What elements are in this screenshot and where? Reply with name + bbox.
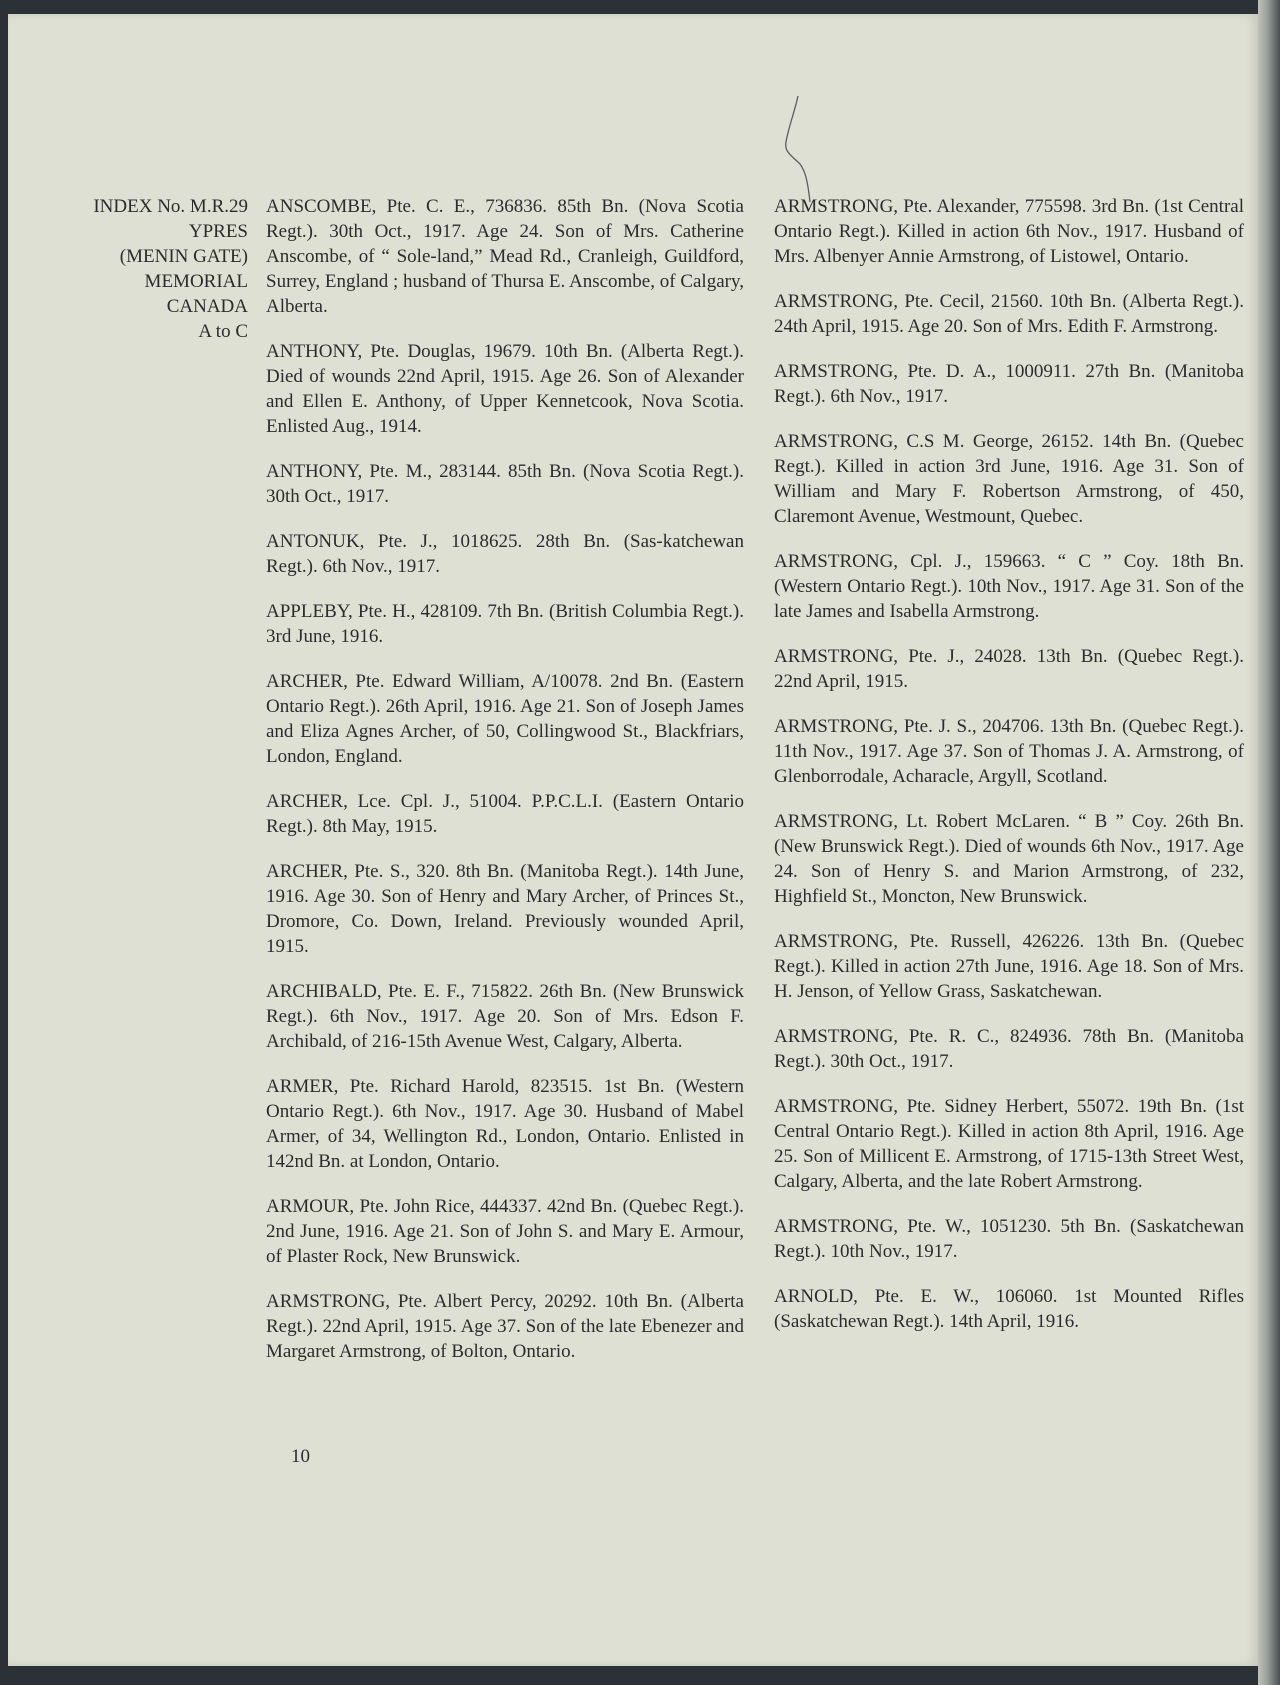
right-column	[774, 194, 1244, 1354]
entry-armstrong-robert: ARMSTRONG, Lt. Robert McLaren. “ B ” Coy. 26th Bn. (New Brunswick Regt.). Died of wounds 6th Nov., 1917. Age 24. Son of Henry S. and Marion Armstrong, of 232, Highfield St., Moncton, New Brunswick.	[774, 811, 1244, 907]
entry-armstrong-j: ARMSTRONG, Pte. J., 24028. 13th Bn. (Quebec Regt.). 22nd April, 1915.	[774, 646, 1244, 692]
entry-anthony-douglas: ANTHONY, Pte. Douglas, 19679. 10th Bn. (Alberta Regt.). Died of wounds 22nd April, 1915. Age 26. Son of Alexander and Ellen E. Anthony, of Upper Kennetcook, Nova Scotia. Enlisted Aug., 1914.	[266, 341, 744, 437]
entry-armstrong-r-c: ARMSTRONG, Pte. R. C., 824936. 78th Bn. (Manitoba Regt.). 30th Oct., 1917.	[774, 1026, 1244, 1072]
entry-arnold: ARNOLD, Pte. E. W., 106060. 1st Mounted Rifles (Saskatchewan Regt.). 14th April, 1916.	[774, 1286, 1244, 1332]
entry-armstrong-russell: ARMSTRONG, Pte. Russell, 426226. 13th Bn. (Quebec Regt.). Killed in action 27th June, 1916. Age 18. Son of Mrs. H. Jenson, of Yellow Grass, Saskatchewan.	[774, 931, 1244, 1002]
memorial-location: YPRES	[188, 221, 248, 242]
country-name: CANADA	[166, 296, 248, 317]
entry-archer-edward: ARCHER, Pte. Edward William, A/10078. 2nd Bn. (Eastern Ontario Regt.). 26th April, 1916. Age 21. Son of Joseph James and Eliza Agnes Archer, of 50, Collingwood St., Blackfriars, London, England.	[266, 671, 744, 767]
entry-armstrong-cpl-j: ARMSTRONG, Cpl. J., 159663. “ C ” Coy. 18th Bn. (Western Ontario Regt.). 10th Nov., 1917. Age 31. Son of the late James and Isabella Armstrong.	[774, 551, 1244, 622]
page-edge	[1258, 0, 1280, 1685]
alphabet-range: A to C	[198, 321, 248, 342]
entry-armstrong-d-a: ARMSTRONG, Pte. D. A., 1000911. 27th Bn. (Manitoba Regt.). 6th Nov., 1917.	[774, 361, 1244, 407]
entry-antonuk: ANTONUK, Pte. J., 1018625. 28th Bn. (Sas-katchewan Regt.). 6th Nov., 1917.	[266, 531, 744, 577]
entry-anscombe: ANSCOMBE, Pte. C. E., 736836. 85th Bn. (Nova Scotia Regt.). 30th Oct., 1917. Age 24. Son of Mrs. Catherine Anscombe, of “ Sole-land,” Mead Rd., Cranleigh, Guildford, Surrey, England ; husband of Thursa E. Anscombe, of Calgary, Alberta.	[266, 196, 744, 317]
entry-archer-s: ARCHER, Pte. S., 320. 8th Bn. (Manitoba Regt.). 14th June, 1916. Age 30. Son of Henry and Mary Archer, of Princes St., Dromore, Co. Down, Ireland. Previously wounded April, 1915.	[266, 861, 744, 957]
entry-armstrong-alexander: ARMSTRONG, Pte. Alexander, 775598. 3rd Bn. (1st Central Ontario Regt.). Killed in action 6th Nov., 1917. Husband of Mrs. Albenyer Annie Armstrong, of Listowel, Ontario.	[774, 196, 1244, 267]
memorial-gate: (MENIN GATE)	[119, 246, 248, 267]
memorial-word: MEMORIAL	[144, 271, 248, 292]
entry-archer-j: ARCHER, Lce. Cpl. J., 51004. P.P.C.L.I. (Eastern Ontario Regt.). 8th May, 1915.	[266, 791, 744, 837]
entry-armstrong-sidney: ARMSTRONG, Pte. Sidney Herbert, 55072. 19th Bn. (1st Central Ontario Regt.). Killed in action 8th April, 1916. Age 25. Son of Millicent E. Armstrong, of 1715-13th Street West, Calgary, Alberta, and the late Robert Armstrong.	[774, 1096, 1244, 1192]
left-column	[266, 194, 744, 1384]
index-number: INDEX No. M.R.29	[93, 196, 248, 217]
entry-archibald: ARCHIBALD, Pte. E. F., 715822. 26th Bn. (New Brunswick Regt.). 6th Nov., 1917. Age 20. Son of Mrs. Edson F. Archibald, of 216-15th Avenue West, Calgary, Alberta.	[266, 981, 744, 1052]
handwritten-mark-icon	[778, 94, 818, 204]
entry-armer: ARMER, Pte. Richard Harold, 823515. 1st Bn. (Western Ontario Regt.). 6th Nov., 1917. Age 30. Husband of Mabel Armer, of 34, Wellington Rd., London, Ontario. Enlisted in 142nd Bn. at London, Ontario.	[266, 1076, 744, 1172]
entry-anthony-m: ANTHONY, Pte. M., 283144. 85th Bn. (Nova Scotia Regt.). 30th Oct., 1917.	[266, 461, 744, 507]
document-page	[8, 14, 1260, 1666]
entry-armstrong-george: ARMSTRONG, C.S M. George, 26152. 14th Bn. (Quebec Regt.). Killed in action 3rd June, 1916. Age 31. Son of William and Mary F. Robertson Armstrong, of 450, Claremont Avenue, Westmount, Quebec.	[774, 431, 1244, 527]
page-number: 10	[291, 1446, 310, 1467]
entry-armstrong-cecil: ARMSTRONG, Pte. Cecil, 21560. 10th Bn. (Alberta Regt.). 24th April, 1915. Age 20. Son of Mrs. Edith F. Armstrong.	[774, 291, 1244, 337]
entry-armour: ARMOUR, Pte. John Rice, 444337. 42nd Bn. (Quebec Regt.). 2nd June, 1916. Age 21. Son of John S. and Mary E. Armour, of Plaster Rock, New Brunswick.	[266, 1196, 744, 1267]
entry-armstrong-albert: ARMSTRONG, Pte. Albert Percy, 20292. 10th Bn. (Alberta Regt.). 22nd April, 1915. Age 37. Son of the late Ebenezer and Margaret Armstrong, of Bolton, Ontario.	[266, 1291, 744, 1362]
entry-armstrong-w: ARMSTRONG, Pte. W., 1051230. 5th Bn. (Saskatchewan Regt.). 10th Nov., 1917.	[774, 1216, 1244, 1262]
entry-armstrong-j-s: ARMSTRONG, Pte. J. S., 204706. 13th Bn. (Quebec Regt.). 11th Nov., 1917. Age 37. Son of Thomas J. A. Armstrong, of Glenborrodale, Acharacle, Argyll, Scotland.	[774, 716, 1244, 787]
index-label	[8, 194, 248, 344]
entry-appleby: APPLEBY, Pte. H., 428109. 7th Bn. (British Columbia Regt.). 3rd June, 1916.	[266, 601, 744, 647]
